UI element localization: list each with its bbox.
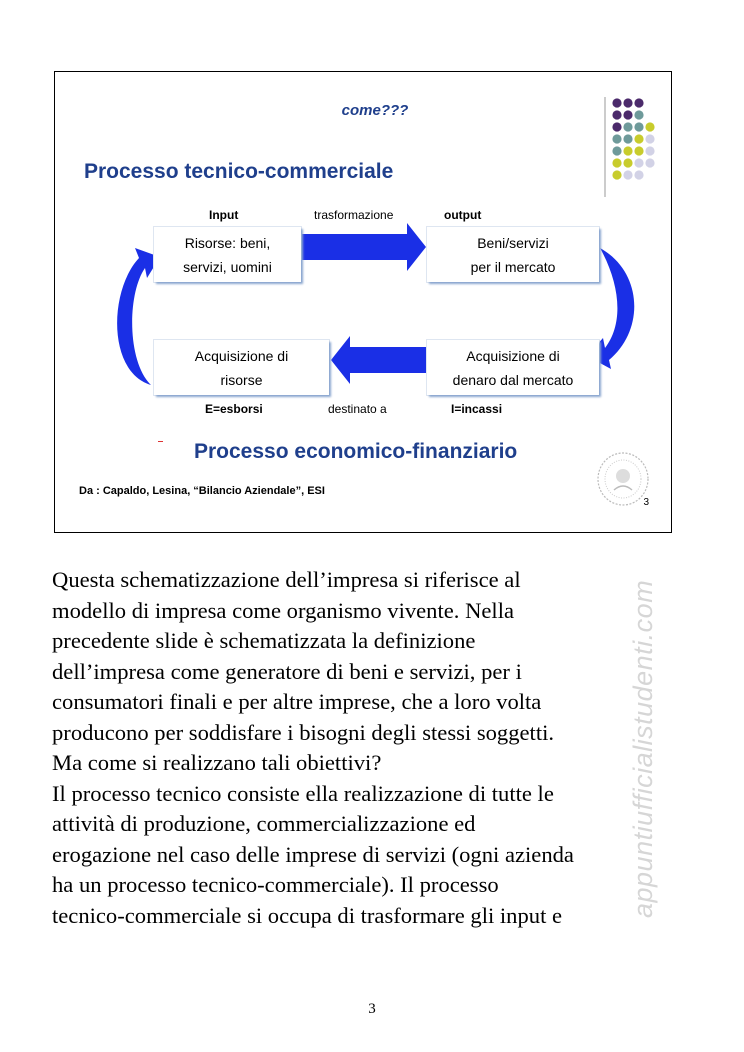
slide-number: 3 — [643, 497, 649, 508]
body-line: erogazione nel caso delle imprese di servizi (ogni azienda — [52, 841, 574, 867]
box-acq-res-line1: Acquisizione di — [194, 347, 289, 364]
arrow-left-icon — [331, 336, 426, 384]
body-line: Il processo tecnico consiste ella realizzazione di tutte le — [52, 780, 554, 806]
box-acquire-money — [427, 340, 599, 395]
label-output: output — [444, 208, 482, 222]
body-line: precedente slide è schematizzata la definizione — [52, 628, 476, 653]
body-line: producono per soddisfare i bisogni degli stessi soggetti. — [52, 719, 555, 745]
arrow-right-icon — [301, 223, 426, 271]
body-line: attività di produzione, commercializzazione ed — [52, 811, 476, 836]
body-line: consumatori finali e per altre imprese, che a loro volta — [52, 689, 542, 714]
box-goods-line1: Beni/servizi — [477, 234, 549, 251]
slide-title-technical: Processo tecnico-commerciale — [84, 160, 394, 183]
red-mark — [158, 441, 163, 442]
box-acquire-resources — [154, 340, 329, 395]
label-income: I=incassi — [451, 402, 503, 416]
flow-arrows — [55, 72, 673, 534]
label-destined: destinato a — [328, 402, 387, 416]
box-acq-res-line2: risorse — [220, 371, 263, 388]
label-expenses: E=esborsi — [205, 402, 263, 416]
body-text — [52, 565, 712, 931]
watermark: appuntiufficialistudenti.com — [628, 579, 658, 918]
box-resources — [154, 227, 301, 282]
box-resources-line2: servizi, uomini — [183, 258, 272, 275]
slide-subtitle: come??? — [341, 102, 409, 119]
body-line: dell’impresa come generatore di beni e servizi, per i — [52, 658, 522, 684]
slide-image — [54, 71, 672, 533]
body-line: ha un processo tecnico-commerciale). Il processo — [52, 872, 499, 897]
box-resources-line1: Risorse: beni, — [184, 234, 271, 251]
slide-source: Da : Capaldo, Lesina, “Bilancio Aziendale”, ESI — [79, 485, 325, 497]
label-input: Input — [209, 208, 239, 222]
body-line: modello di impresa come organismo vivente. Nella — [52, 597, 515, 623]
slide-title-financial: Processo economico-finanziario — [194, 440, 518, 463]
box-goods-services — [427, 227, 599, 282]
page-number: 3 — [368, 1001, 376, 1017]
body-line: Ma come si realizzano tali obiettivi? — [52, 750, 382, 775]
box-acq-money-line2: denaro dal mercato — [452, 371, 574, 388]
box-goods-line2: per il mercato — [470, 258, 556, 275]
body-line: Questa schematizzazione dell’impresa si riferisce al — [52, 567, 521, 592]
box-acq-money-line1: Acquisizione di — [466, 347, 560, 364]
body-line: tecnico-commerciale si occupa di trasformare gli input e — [52, 902, 563, 928]
label-transformation: trasformazione — [314, 208, 394, 222]
